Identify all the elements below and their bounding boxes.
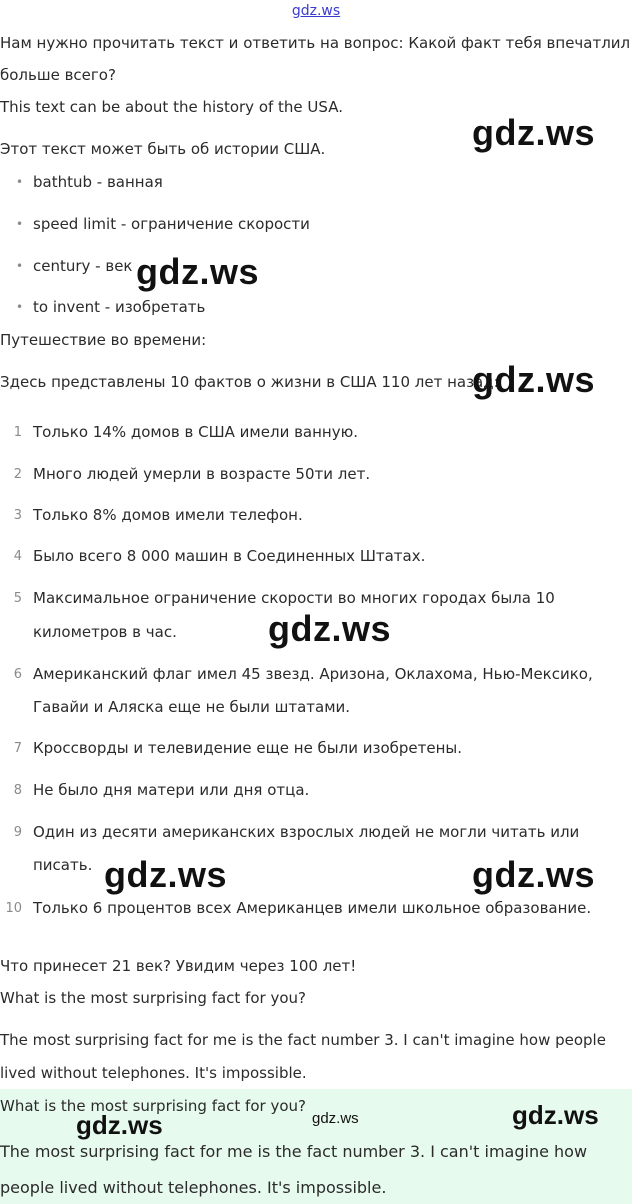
- bullet-icon: •: [16, 259, 24, 273]
- watermark-logo: gdz.ws: [136, 251, 260, 292]
- fact-number: 6: [13, 667, 22, 682]
- intro-line-2: больше всего?: [0, 66, 116, 84]
- intro-line-1: Нам нужно прочитать текст и ответить на вопрос: Какой факт тебя впечатлил: [0, 34, 631, 52]
- intro-en: This text can be about the history of the USA.: [0, 98, 343, 116]
- answer-line-1: The most surprising fact for me is the fact number 3. I can't imagine how people: [0, 1031, 606, 1049]
- fact-number: 5: [13, 591, 22, 606]
- fact-text: Много людей умерли в возрасте 50ти лет.: [33, 465, 371, 483]
- watermark-logo: gdz.ws: [472, 112, 596, 153]
- facts-intro: Здесь представлены 10 фактов о жизни в США 110 лет назад:: [0, 373, 499, 391]
- outro-text: Что принесет 21 век? Увидим через 100 лет!: [0, 957, 357, 975]
- fact-text: Не было дня матери или дня отца.: [33, 781, 310, 799]
- fact-number: 9: [13, 825, 22, 840]
- watermark-logo: gdz.ws: [472, 854, 596, 895]
- section-title: Путешествие во времени:: [0, 331, 207, 349]
- highlight-answer-line-1: The most surprising fact for me is the fact number 3. I can't imagine how: [0, 1142, 588, 1161]
- watermark-logo: gdz.ws: [512, 1100, 599, 1130]
- fact-number: 7: [13, 741, 22, 756]
- answer-line-2: lived without telephones. It's impossible.: [0, 1064, 307, 1082]
- fact-number: 2: [13, 467, 22, 482]
- fact-number: 10: [5, 901, 22, 916]
- fact-text-continued: Гавайи и Аляска еще не были штатами.: [33, 698, 351, 716]
- fact-number: 3: [13, 508, 22, 523]
- fact-number: 1: [13, 425, 22, 440]
- vocab-item: bathtub - ванная: [33, 173, 163, 191]
- bullet-icon: •: [16, 217, 24, 231]
- watermark-logo: gdz.ws: [472, 359, 596, 400]
- fact-text: Кроссворды и телевидение еще не были изобретены.: [33, 739, 463, 757]
- highlight-answer-line-2: people lived without telephones. It's impossible.: [0, 1178, 387, 1197]
- fact-text: Американский флаг имел 45 звезд. Аризона, Оклахома, Нью-Мексико,: [33, 665, 593, 683]
- fact-number: 8: [13, 783, 22, 798]
- vocab-item: century - век: [33, 257, 133, 275]
- highlight-question: What is the most surprising fact for you?: [0, 1097, 306, 1115]
- watermark-logo: gdz.ws: [312, 1110, 359, 1127]
- bullet-icon: •: [16, 175, 24, 189]
- bullet-icon: •: [16, 300, 24, 314]
- site-link[interactable]: gdz.ws: [291, 3, 341, 19]
- fact-text-continued: километров в час.: [33, 623, 177, 641]
- fact-text: Только 14% домов в США имели ванную.: [33, 423, 358, 441]
- vocab-item: speed limit - ограничение скорости: [33, 215, 310, 233]
- fact-text: Только 8% домов имели телефон.: [33, 506, 303, 524]
- fact-text: Один из десяти американских взрослых людей не могли читать или: [33, 823, 580, 841]
- fact-text-continued: писать.: [33, 856, 93, 874]
- watermark-logo: gdz.ws: [104, 854, 228, 895]
- watermark-logo: gdz.ws: [268, 608, 392, 649]
- watermark-logo: gdz.ws: [76, 1110, 163, 1140]
- fact-text: Только 6 процентов всех Американцев имели школьное образование.: [33, 899, 592, 917]
- fact-text: Максимальное ограничение скорости во многих городах была 10: [33, 589, 555, 607]
- question-text: What is the most surprising fact for you?: [0, 989, 306, 1007]
- fact-text: Было всего 8 000 машин в Соединенных Штатах.: [33, 547, 426, 565]
- vocab-item: to invent - изобретать: [33, 298, 206, 316]
- fact-number: 4: [13, 549, 22, 564]
- intro-ru: Этот текст может быть об истории США.: [0, 140, 326, 158]
